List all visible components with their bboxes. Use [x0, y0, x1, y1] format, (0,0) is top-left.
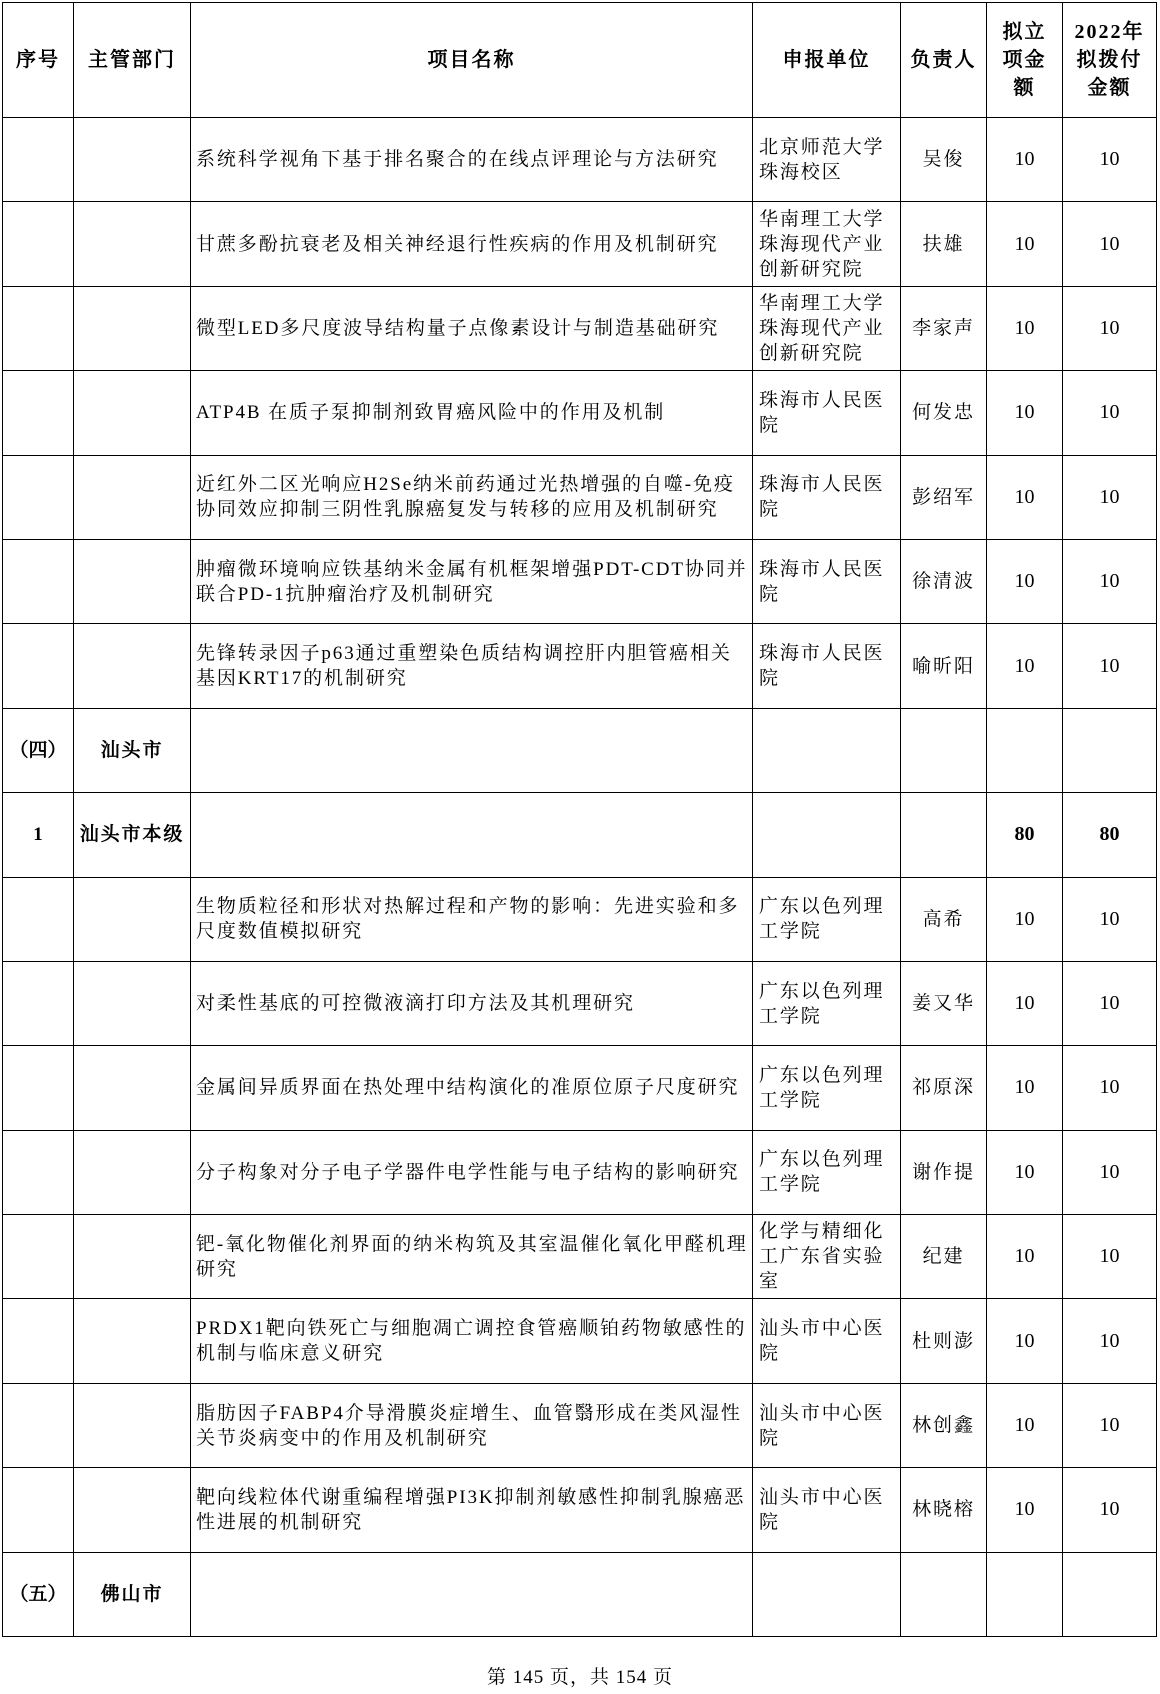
cell-2022-allocation: 80	[1063, 793, 1157, 877]
page-footer: 第 145 页，共 154 页	[486, 1667, 673, 1688]
cell-serial	[3, 202, 74, 286]
cell-approved-amount: 10	[987, 455, 1063, 539]
cell-applicant-unit	[753, 793, 901, 877]
cell-applicant-unit	[753, 1552, 901, 1636]
cell-approved-amount: 10	[987, 1130, 1063, 1214]
cell-applicant-unit: 化学与精细化工广东省实验室	[753, 1215, 901, 1299]
cell-serial	[3, 1215, 74, 1299]
table-row	[3, 1215, 1157, 1299]
table-row	[3, 1046, 1157, 1130]
cell-approved-amount: 10	[987, 1215, 1063, 1299]
table-row	[3, 1130, 1157, 1214]
table-row	[3, 118, 1157, 202]
table-body	[3, 118, 1157, 1637]
cell-serial: （四）	[3, 708, 74, 792]
cell-approved-amount: 10	[987, 371, 1063, 455]
cell-approved-amount: 10	[987, 1468, 1063, 1552]
cell-approved-amount: 10	[987, 539, 1063, 623]
cell-project-name: 近红外二区光响应H2Se纳米前药通过光热增强的自噬-免疫协同效应抑制三阴性乳腺癌复发与转移的应用及机制研究	[191, 455, 753, 539]
cell-serial	[3, 371, 74, 455]
cell-principal: 吴俊	[901, 118, 987, 202]
table-row	[3, 539, 1157, 623]
cell-project-name: 微型LED多尺度波导结构量子点像素设计与制造基础研究	[191, 286, 753, 370]
cell-project-name: 肿瘤微环境响应铁基纳米金属有机框架增强PDT-CDT协同并联合PD-1抗肿瘤治疗及机制研究	[191, 539, 753, 623]
cell-applicant-unit: 珠海市人民医院	[753, 624, 901, 708]
cell-2022-allocation: 10	[1063, 1215, 1157, 1299]
cell-applicant-unit: 广东以色列理工学院	[753, 877, 901, 961]
table-row	[3, 286, 1157, 370]
cell-serial: （五）	[3, 1552, 74, 1636]
cell-principal: 杜则澎	[901, 1299, 987, 1383]
cell-principal: 李家声	[901, 286, 987, 370]
project-table	[2, 2, 1157, 1637]
cell-applicant-unit: 珠海市人民医院	[753, 539, 901, 623]
section-row	[3, 1552, 1157, 1636]
cell-serial	[3, 539, 74, 623]
cell-serial	[3, 455, 74, 539]
cell-project-name: ATP4B 在质子泵抑制剂致胃癌风险中的作用及机制	[191, 371, 753, 455]
cell-department	[74, 1468, 191, 1552]
cell-2022-allocation: 10	[1063, 1468, 1157, 1552]
cell-serial	[3, 1383, 74, 1467]
cell-department	[74, 624, 191, 708]
header-2022-allocation: 2022年 拟拨付 金额	[1063, 3, 1157, 118]
cell-principal: 谢作提	[901, 1130, 987, 1214]
table-row	[3, 1468, 1157, 1552]
cell-serial: 1	[3, 793, 74, 877]
cell-applicant-unit: 广东以色列理工学院	[753, 1046, 901, 1130]
cell-serial	[3, 624, 74, 708]
cell-approved-amount	[987, 1552, 1063, 1636]
cell-serial	[3, 118, 74, 202]
cell-serial	[3, 1046, 74, 1130]
header-serial: 序号	[3, 3, 74, 118]
cell-2022-allocation: 10	[1063, 539, 1157, 623]
cell-applicant-unit: 汕头市中心医院	[753, 1383, 901, 1467]
cell-principal	[901, 708, 987, 792]
cell-2022-allocation	[1063, 1552, 1157, 1636]
cell-approved-amount: 10	[987, 1299, 1063, 1383]
cell-applicant-unit: 广东以色列理工学院	[753, 961, 901, 1045]
cell-2022-allocation: 10	[1063, 877, 1157, 961]
cell-serial	[3, 1299, 74, 1383]
table-header	[3, 3, 1157, 118]
cell-department	[74, 1046, 191, 1130]
cell-2022-allocation: 10	[1063, 455, 1157, 539]
cell-applicant-unit: 珠海市人民医院	[753, 455, 901, 539]
cell-2022-allocation: 10	[1063, 286, 1157, 370]
cell-approved-amount: 80	[987, 793, 1063, 877]
table-row	[3, 1299, 1157, 1383]
cell-approved-amount	[987, 708, 1063, 792]
table-row	[3, 202, 1157, 286]
cell-2022-allocation	[1063, 708, 1157, 792]
cell-2022-allocation: 10	[1063, 1130, 1157, 1214]
cell-principal: 喻昕阳	[901, 624, 987, 708]
cell-applicant-unit: 汕头市中心医院	[753, 1299, 901, 1383]
cell-approved-amount: 10	[987, 1046, 1063, 1130]
cell-approved-amount: 10	[987, 877, 1063, 961]
cell-principal: 祁原深	[901, 1046, 987, 1130]
cell-department	[74, 961, 191, 1045]
cell-applicant-unit: 华南理工大学珠海现代产业创新研究院	[753, 202, 901, 286]
cell-project-name	[191, 708, 753, 792]
cell-department: 汕头市本级	[74, 793, 191, 877]
table-row	[3, 455, 1157, 539]
section-row	[3, 708, 1157, 792]
cell-principal	[901, 793, 987, 877]
cell-department	[74, 1299, 191, 1383]
cell-approved-amount: 10	[987, 961, 1063, 1045]
cell-department	[74, 1215, 191, 1299]
cell-principal: 何发忠	[901, 371, 987, 455]
cell-approved-amount: 10	[987, 118, 1063, 202]
cell-department	[74, 1383, 191, 1467]
cell-serial	[3, 877, 74, 961]
cell-project-name: 靶向线粒体代谢重编程增强PI3K抑制剂敏感性抑制乳腺癌恶性进展的机制研究	[191, 1468, 753, 1552]
header-department: 主管部门	[74, 3, 191, 118]
cell-project-name: 钯-氧化物催化剂界面的纳米构筑及其室温催化氧化甲醛机理研究	[191, 1215, 753, 1299]
cell-department	[74, 202, 191, 286]
header-row	[3, 3, 1157, 118]
cell-project-name	[191, 1552, 753, 1636]
cell-2022-allocation: 10	[1063, 1046, 1157, 1130]
cell-project-name: 生物质粒径和形状对热解过程和产物的影响：先进实验和多尺度数值模拟研究	[191, 877, 753, 961]
cell-department	[74, 1130, 191, 1214]
header-principal: 负责人	[901, 3, 987, 118]
cell-department	[74, 286, 191, 370]
cell-project-name: PRDX1靶向铁死亡与细胞凋亡调控食管癌顺铂药物敏感性的机制与临床意义研究	[191, 1299, 753, 1383]
table-row	[3, 961, 1157, 1045]
table-row	[3, 877, 1157, 961]
cell-applicant-unit: 珠海市人民医院	[753, 371, 901, 455]
header-project-name: 项目名称	[191, 3, 753, 118]
table-row	[3, 371, 1157, 455]
section-row	[3, 793, 1157, 877]
cell-2022-allocation: 10	[1063, 624, 1157, 708]
cell-principal: 扶雄	[901, 202, 987, 286]
header-applicant-unit: 申报单位	[753, 3, 901, 118]
cell-approved-amount: 10	[987, 202, 1063, 286]
cell-applicant-unit: 北京师范大学珠海校区	[753, 118, 901, 202]
cell-2022-allocation: 10	[1063, 371, 1157, 455]
cell-project-name: 系统科学视角下基于排名聚合的在线点评理论与方法研究	[191, 118, 753, 202]
table-row	[3, 1383, 1157, 1467]
cell-department	[74, 371, 191, 455]
cell-project-name: 分子构象对分子电子学器件电学性能与电子结构的影响研究	[191, 1130, 753, 1214]
cell-project-name: 甘蔗多酚抗衰老及相关神经退行性疾病的作用及机制研究	[191, 202, 753, 286]
cell-department	[74, 455, 191, 539]
cell-principal: 徐清波	[901, 539, 987, 623]
cell-principal: 高希	[901, 877, 987, 961]
cell-serial	[3, 1468, 74, 1552]
cell-department: 汕头市	[74, 708, 191, 792]
cell-2022-allocation: 10	[1063, 202, 1157, 286]
cell-principal: 姜又华	[901, 961, 987, 1045]
cell-applicant-unit: 华南理工大学珠海现代产业创新研究院	[753, 286, 901, 370]
cell-project-name: 先锋转录因子p63通过重塑染色质结构调控肝内胆管癌相关基因KRT17的机制研究	[191, 624, 753, 708]
cell-applicant-unit	[753, 708, 901, 792]
cell-2022-allocation: 10	[1063, 1299, 1157, 1383]
cell-project-name	[191, 793, 753, 877]
header-approved-amount: 拟立 项金 额	[987, 3, 1063, 118]
cell-approved-amount: 10	[987, 286, 1063, 370]
cell-approved-amount: 10	[987, 1383, 1063, 1467]
cell-serial	[3, 1130, 74, 1214]
cell-2022-allocation: 10	[1063, 1383, 1157, 1467]
cell-principal: 林晓榕	[901, 1468, 987, 1552]
cell-department	[74, 877, 191, 961]
cell-principal: 林创鑫	[901, 1383, 987, 1467]
cell-principal	[901, 1552, 987, 1636]
cell-applicant-unit: 广东以色列理工学院	[753, 1130, 901, 1214]
cell-2022-allocation: 10	[1063, 961, 1157, 1045]
cell-project-name: 脂肪因子FABP4介导滑膜炎症增生、血管翳形成在类风湿性关节炎病变中的作用及机制研究	[191, 1383, 753, 1467]
cell-serial	[3, 286, 74, 370]
cell-approved-amount: 10	[987, 624, 1063, 708]
cell-department: 佛山市	[74, 1552, 191, 1636]
cell-2022-allocation: 10	[1063, 118, 1157, 202]
cell-serial	[3, 961, 74, 1045]
cell-applicant-unit: 汕头市中心医院	[753, 1468, 901, 1552]
cell-principal: 纪建	[901, 1215, 987, 1299]
table-row	[3, 624, 1157, 708]
cell-department	[74, 118, 191, 202]
cell-department	[74, 539, 191, 623]
cell-project-name: 对柔性基底的可控微液滴打印方法及其机理研究	[191, 961, 753, 1045]
cell-principal: 彭绍军	[901, 455, 987, 539]
cell-project-name: 金属间异质界面在热处理中结构演化的准原位原子尺度研究	[191, 1046, 753, 1130]
